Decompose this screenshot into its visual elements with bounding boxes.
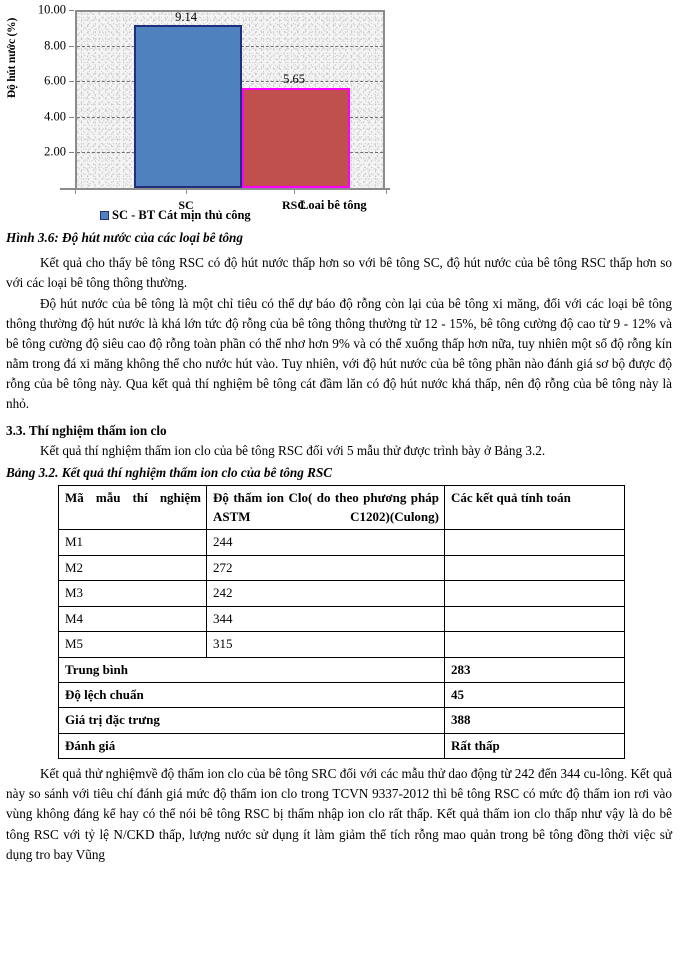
x-tick-mark <box>294 188 295 194</box>
table-header-results: Các kết quả tính toán <box>445 486 625 530</box>
bar-rsc <box>242 88 350 189</box>
cell-summary-value: 388 <box>445 708 625 733</box>
chart-x-axis <box>60 188 390 190</box>
legend-label: SC - BT Cát mịn thủ công <box>112 208 251 222</box>
table-row <box>59 530 625 555</box>
table-summary-row <box>59 683 625 708</box>
table-row <box>59 632 625 657</box>
table-summary-row <box>59 657 625 682</box>
cell-sample: M3 <box>59 581 207 606</box>
figure-caption: Hình 3.6: Độ hút nước của các loại bê tông <box>6 230 243 245</box>
cell-result <box>445 632 625 657</box>
table-header-permeability: Độ thấm ion Clo( do theo phương pháp ASTM C1202)(Culong) <box>207 486 445 530</box>
x-tick-mark <box>75 188 76 194</box>
paragraph-4: Kết quả thử nghiệmvề độ thấm ion clo của bê tông SRC đối với các mẫu thử dao động từ 242 đến 344 cu-lông. Kết quả này so sánh với tiêu chí đánh giá mức độ thấm ion clo trong TCVN 9337-2012 thì bê tông RSC có mức độ thấm ion rơi vào vùng không đáng kể hay có thể nói bê tông RSC bị thấm nhập ion clo rất thấp. Kết quả thấm ion clo thấp như vậy là do bê tông RSC với tỷ lệ N/CKD thấp, lượng nước sử dụng ít làm giảm thể tích rỗng mao quản trong bê tông đồng thời việc sử dụng tro bay Vũng <box>6 766 672 862</box>
cell-result <box>445 555 625 580</box>
cell-permeability: 344 <box>207 606 445 631</box>
cell-permeability: 315 <box>207 632 445 657</box>
figure-3-6 <box>0 0 680 228</box>
y-tick-label: 6.00 <box>44 73 66 88</box>
cell-result <box>445 530 625 555</box>
y-tick-mark <box>69 10 74 11</box>
y-tick-label: 8.00 <box>44 38 66 53</box>
bar-chart <box>0 0 420 228</box>
chloride-permeability-table <box>58 485 625 759</box>
paragraph-2: Độ hút nước của bê tông là một chỉ tiêu có thể dự báo độ rỗng còn lại của bê tông xi măng, đối với các loại bê tông thông thường độ hút nước là khá lớn tức độ rỗng của bê tông thông thường từ 12 - 15%, bê tông cường độ cao từ 9 - 12% và bê tông cường độ siêu cao độ rỗng toàn phần có thể nhơ hơn 9% và có thể xuống thấp hơn nữa, tuy nhiên một số độ rỗng kín nằm trong đá xi măng không thể cho nước hút vào. Tuy nhiên, với độ hút nước của bê tông phần nào đánh giá sơ bộ được độ rỗng của bê tông này. Qua kết quả thí nghiệm bê tông cát đầm lăn có độ hút nước khá thấp, nên độ rỗng của bê tông này là nhỏ. <box>6 295 672 411</box>
table-header-sample: Mã mẫu thí nghiệm <box>59 486 207 530</box>
cell-summary-label: Giá trị đặc trưng <box>59 708 445 733</box>
x-tick-label-rsc: RSC <box>281 198 307 212</box>
paragraph-1: Kết quả cho thấy bê tông RSC có độ hút nước thấp hơn so với bê tông SC, độ hút nước của bê tông RSC thấp hơn so với các loại bê tông thông thường. <box>6 254 672 290</box>
table-summary-row <box>59 733 625 758</box>
paragraph-3: Kết quả thí nghiệm thấm ion clo của bê tông RSC đối với 5 mẫu thử được trình bày ở Bảng 3.2. <box>40 443 546 459</box>
cell-sample: M2 <box>59 555 207 580</box>
legend-swatch-icon <box>100 211 109 220</box>
cell-summary-label: Đánh giá <box>59 733 445 758</box>
cell-summary-label: Độ lệch chuẩn <box>59 683 445 708</box>
chart-x-axis-title: Loai bê tông <box>300 198 367 212</box>
y-tick-mark <box>69 46 74 47</box>
x-tick-mark <box>386 188 387 194</box>
cell-permeability: 242 <box>207 581 445 606</box>
section-heading-3-3: 3.3. Thí nghiệm thấm ion clo <box>6 423 167 438</box>
cell-summary-label: Trung bình <box>59 657 445 682</box>
y-tick-label: 4.00 <box>44 109 66 124</box>
x-tick-label-sc: SC <box>178 198 194 212</box>
y-tick-label: 2.00 <box>44 144 66 159</box>
bar-value-label-sc: 9.14 <box>175 10 197 24</box>
cell-summary-value: Rất thấp <box>445 733 625 758</box>
bar-value-label-rsc: 5.65 <box>283 72 305 86</box>
chart-legend <box>100 208 251 223</box>
table-caption: Bảng 3.2. Kết quả thí nghiệm thấm ion clo của bê tông RSC <box>6 465 333 481</box>
cell-sample: M4 <box>59 606 207 631</box>
table-header-row <box>59 486 625 530</box>
table-row <box>59 606 625 631</box>
x-tick-mark <box>186 188 187 194</box>
table-row <box>59 581 625 606</box>
table-summary-row <box>59 708 625 733</box>
bar-sc <box>134 25 242 188</box>
cell-summary-value: 45 <box>445 683 625 708</box>
y-tick-mark <box>69 81 74 82</box>
cell-sample: M5 <box>59 632 207 657</box>
chart-plot-area <box>75 10 385 188</box>
chart-y-axis-title: Độ hút nước (%) <box>6 17 18 99</box>
table-row <box>59 555 625 580</box>
y-tick-mark <box>69 117 74 118</box>
cell-summary-value: 283 <box>445 657 625 682</box>
cell-permeability: 244 <box>207 530 445 555</box>
y-tick-label: 10.00 <box>37 2 66 17</box>
y-tick-mark <box>69 152 74 153</box>
chart-y-axis <box>18 0 70 196</box>
cell-permeability: 272 <box>207 555 445 580</box>
cell-sample: M1 <box>59 530 207 555</box>
cell-result <box>445 606 625 631</box>
cell-result <box>445 581 625 606</box>
document-body <box>0 230 680 865</box>
